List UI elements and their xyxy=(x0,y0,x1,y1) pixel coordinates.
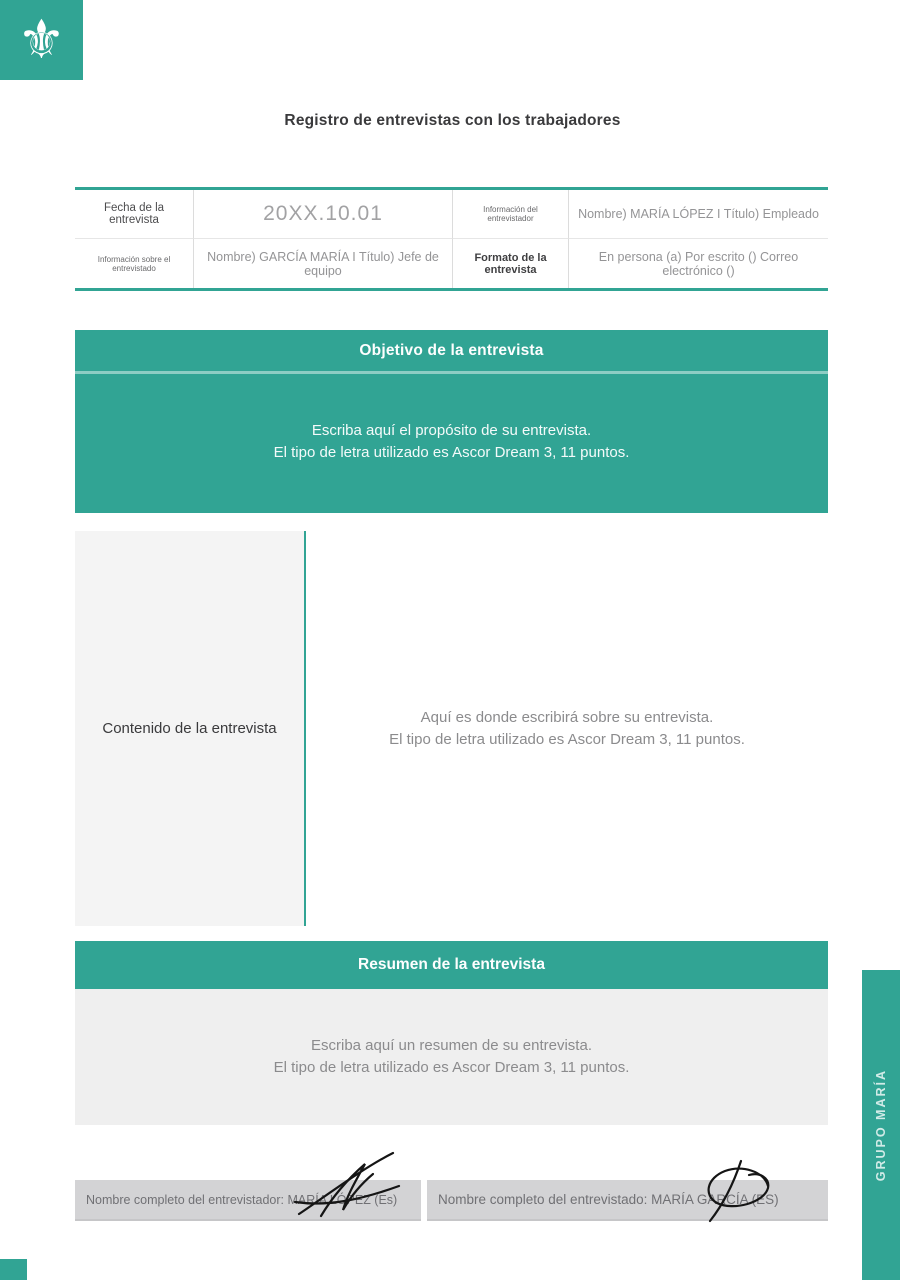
logo-square xyxy=(0,0,83,80)
objective-line-2: El tipo de letra utilizado es Ascor Dream 3, 11 puntos. xyxy=(273,444,630,461)
interviewer-info-label: Información del entrevistador xyxy=(452,190,568,239)
content-line-1: Aquí es donde escribirá sobre su entrevista. xyxy=(420,708,714,726)
info-table xyxy=(75,187,828,291)
interviewer-signature-label: Nombre completo del entrevistador: MARÍA LÓPEZ (Es) xyxy=(86,1192,398,1207)
interviewee-info-value: Nombre) GARCÍA MARÍA I Título) Jefe de equipo xyxy=(193,239,452,288)
interview-format-value: En persona (a) Por escrito () Correo electrónico () xyxy=(568,239,828,288)
content-section xyxy=(75,531,828,926)
objective-line-1: Escriba aquí el propósito de su entrevista. xyxy=(311,422,592,439)
interviewee-signature-box xyxy=(427,1180,828,1221)
page-title: Registro de entrevistas con los trabajadores xyxy=(284,112,621,129)
grupo-maria-side-tab xyxy=(862,970,900,1280)
content-section-label-panel xyxy=(75,531,306,926)
content-section-body xyxy=(306,531,828,926)
objective-section xyxy=(75,330,828,513)
corner-accent xyxy=(0,1259,27,1280)
summary-section-title: Resumen de la entrevista xyxy=(75,941,828,989)
fleur-de-lis-icon: ⚜ xyxy=(17,8,66,71)
interviewee-signature-label: Nombre completo del entrevistado: MARÍA GARCÍA (ES) xyxy=(438,1192,779,1207)
interview-format-label: Formato de la entrevista xyxy=(452,239,568,288)
summary-line-2: El tipo de letra utilizado es Ascor Dream 3, 11 puntos. xyxy=(273,1059,630,1076)
interviewer-info-value: Nombre) MARÍA LÓPEZ I Título) Empleado xyxy=(568,190,828,239)
interview-date-label: Fecha de la entrevista xyxy=(75,190,193,239)
objective-section-body xyxy=(75,374,828,510)
summary-section xyxy=(75,941,828,1125)
summary-section-body xyxy=(75,989,828,1125)
interview-date-value: 20XX.10.01 xyxy=(193,190,452,239)
interviewer-signature-box xyxy=(75,1180,421,1221)
summary-line-1: Escriba aquí un resumen de su entrevista. xyxy=(311,1037,592,1054)
objective-section-title: Objetivo de la entrevista xyxy=(75,330,828,374)
content-line-2: El tipo de letra utilizado es Ascor Dream 3, 11 puntos. xyxy=(389,730,745,748)
side-tab-label: GRUPO MARÍA xyxy=(874,1068,888,1182)
signature-row xyxy=(75,1180,828,1221)
content-section-title: Contenido de la entrevista xyxy=(102,720,277,737)
interviewee-info-label: Información sobre el entrevistado xyxy=(97,254,171,273)
